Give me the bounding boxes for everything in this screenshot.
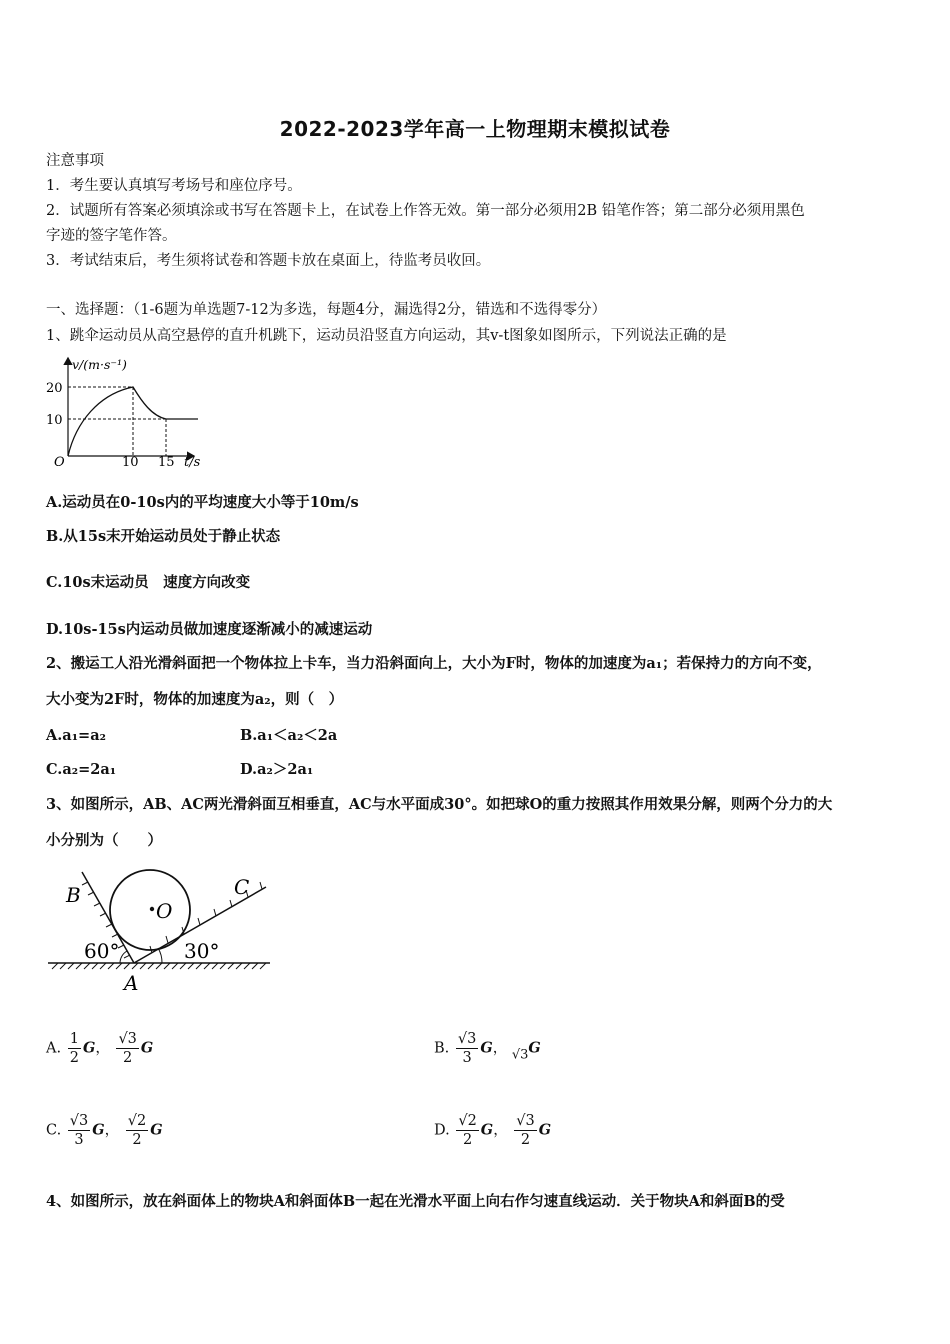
numerator: √3 <box>118 1031 137 1047</box>
label-a: A <box>124 971 139 995</box>
y-tick-10: 10 <box>46 413 63 428</box>
notice-item-2-cont: 字迹的签字笔作答。 <box>46 228 177 244</box>
notice-item-2: 2．试题所有答案必须填涂或书写在答题卡上，在试卷上作答无效。第一部分必须用2B 铅笔作答；第二部分必须用黑色 <box>46 203 805 219</box>
label-30: 30° <box>184 939 220 963</box>
x-axis-label: t/s <box>184 455 201 470</box>
numerator: √2 <box>127 1113 147 1129</box>
unit-g: G <box>92 1121 105 1139</box>
denominator: 2 <box>132 1132 142 1148</box>
page-title: 2022-2023学年高一上物理期末模拟试卷 <box>279 117 671 141</box>
numerator: √3 <box>516 1113 535 1129</box>
label-o: O <box>156 899 173 923</box>
notice-item-1: 1．考生要认真填写考场号和座位序号。 <box>46 178 302 194</box>
notice-heading: 注意事项 <box>46 153 104 169</box>
unit-g: G <box>82 1039 96 1057</box>
question-1-stem: 1、跳伞运动员从高空悬停的直升机跳下，运动员沿竖直方向运动，其v-t图象如图所示，下列说法正确的是 <box>46 328 727 344</box>
fraction <box>456 1112 478 1149</box>
fraction <box>456 1030 478 1067</box>
origin-label: O <box>54 455 65 470</box>
fraction <box>514 1112 536 1149</box>
ground-hatch <box>52 963 266 969</box>
q3-option-b <box>434 1030 541 1067</box>
x-tick-15: 15 <box>158 455 175 470</box>
denominator: 2 <box>69 1050 79 1066</box>
denominator: 2 <box>520 1132 531 1148</box>
numerator: 1 <box>69 1031 79 1047</box>
q1-option-a: A.运动员在0-10s内的平均速度大小等于10m/s <box>46 494 359 511</box>
y-tick-20: 20 <box>46 381 63 396</box>
separator: ， <box>104 1122 120 1139</box>
sqrt-value: √3 <box>511 1047 529 1063</box>
unit-g: G <box>528 1039 541 1057</box>
q3-option-c <box>46 1112 163 1149</box>
incline-figure <box>44 862 276 996</box>
label-c: C <box>234 875 250 899</box>
unit-g: G <box>480 1039 493 1057</box>
option-letter: C. <box>46 1122 62 1139</box>
fraction <box>126 1112 148 1149</box>
q2-option-d: D.a₂＞2a₁ <box>240 761 314 778</box>
unit-g: G <box>150 1121 163 1139</box>
option-letter: A. <box>46 1040 62 1057</box>
option-letter: D. <box>434 1122 450 1139</box>
angle-arc-30 <box>158 948 162 963</box>
notice-item-3: 3．考试结束后，考生须将试卷和答题卡放在桌面上，待监考员收回。 <box>46 253 491 269</box>
unit-g: G <box>480 1121 494 1139</box>
question-2-stem: 2、搬运工人沿光滑斜面把一个物体拉上卡车，当力沿斜面向上，大小为F时，物体的加速度为a₁；若保持力的方向不变， <box>46 655 822 672</box>
separator: ， <box>95 1040 110 1057</box>
numerator: √3 <box>457 1031 477 1047</box>
section-heading: 一、选择题：（1-6题为单选题7-12为多选，每题4分，漏选得2分，错选和不选得零分） <box>46 302 607 318</box>
ball-center <box>150 907 154 911</box>
q2-option-c: C.a₂=2a₁ <box>46 761 117 778</box>
q1-option-b: B.从15s末开始运动员处于静止状态 <box>46 528 281 545</box>
separator: ， <box>493 1122 508 1139</box>
q2-option-a: A.a₁=a₂ <box>46 727 106 744</box>
numerator: √2 <box>458 1113 477 1129</box>
fraction <box>68 1112 90 1149</box>
numerator: √3 <box>69 1113 89 1129</box>
separator: ， <box>492 1040 508 1057</box>
question-3-stem-cont: 小分别为（ ） <box>46 832 162 849</box>
q1-option-d: D.10s-15s内运动员做加速度逐渐减小的减速运动 <box>46 621 373 638</box>
ball-o <box>110 870 190 950</box>
fraction <box>68 1030 81 1067</box>
question-3-stem: 3、如图所示，AB、AC两光滑斜面互相垂直，AC与水平面成30°。如把球O的重力按照其作用效果分解，则两个分力的大 <box>46 796 833 813</box>
vt-graph <box>44 352 219 474</box>
x-tick-10: 10 <box>122 455 139 470</box>
label-60: 60° <box>84 939 120 963</box>
y-axis-label: v/(m·s⁻¹) <box>72 357 127 372</box>
denominator: 2 <box>462 1132 473 1148</box>
fraction <box>116 1030 138 1067</box>
unit-g: G <box>538 1121 552 1139</box>
denominator: 3 <box>462 1050 472 1066</box>
unit-g: G <box>140 1039 154 1057</box>
question-2-stem-cont: 大小变为2F时，物体的加速度为a₂，则（ ） <box>46 691 344 708</box>
q3-option-a <box>46 1030 153 1067</box>
denominator: 3 <box>74 1132 84 1148</box>
q2-option-b: B.a₁＜a₂＜2a <box>240 727 338 744</box>
denominator: 2 <box>123 1050 133 1066</box>
option-letter: B. <box>434 1040 450 1057</box>
q1-option-c: C.10s末运动员 速度方向改变 <box>46 574 251 591</box>
q3-option-d <box>434 1112 551 1149</box>
question-4-stem: 4、如图所示，放在斜面体上的物块A和斜面体B一起在光滑水平面上向右作匀速直线运动．关于物块A和斜面B的受 <box>46 1193 785 1210</box>
label-b: B <box>66 883 81 907</box>
